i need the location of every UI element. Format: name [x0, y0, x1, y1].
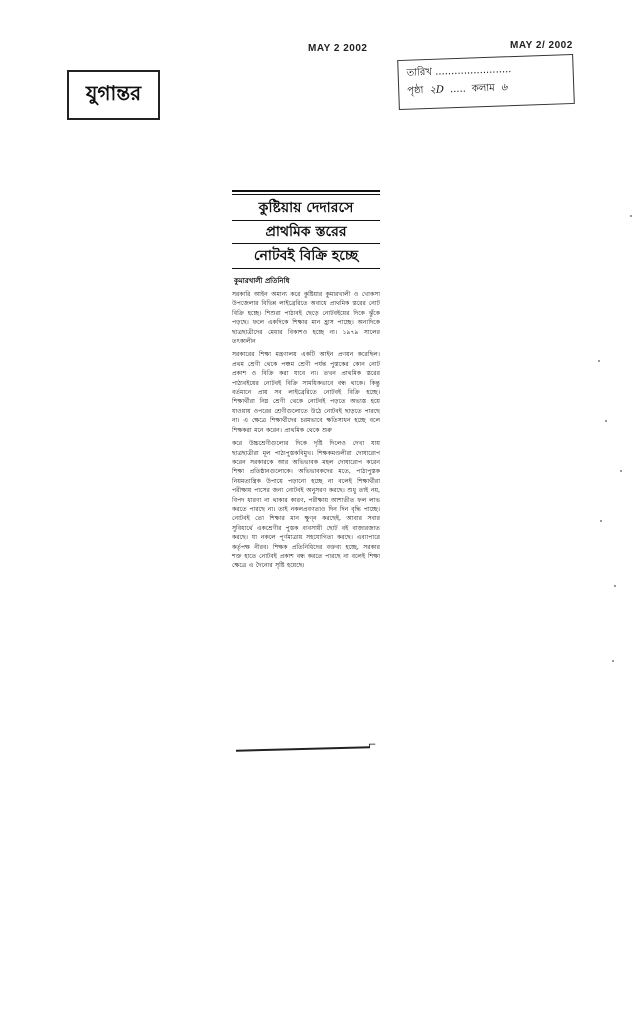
ref-date-label: তারিখ ........................ — [406, 64, 512, 79]
headline-line-3: নোটবই বিক্রি হচ্ছে — [253, 248, 359, 264]
scan-speck — [598, 360, 600, 362]
ref-column-value: ৬ — [500, 82, 508, 94]
ref-page-row: পৃষ্ঠা ২D ..... কলাম ৬ — [407, 77, 566, 101]
article-paragraph-1: সরকারি আইন অমান্য করে কুষ্টিয়ার কুমারখালী ও খোকসা উপজেলার বিভিন্ন লাইব্রেরিতে অবাধে প্রাথমিক স্তরের নোট বিক্রি হচ্ছে। শিশুরা পাঠ্যবই ছেড়ে নোটবইয়ের দিকে ঝুঁকে পড়ছে। ফলে একদিকে শিক্ষার মান হ্রাস পাচ্ছে। অন্যদিকে ছাত্রছাত্রীদের মেধার বিকাশও হচ্ছে না। ১৯৭৯ সালের তৎকালীন — [232, 291, 380, 346]
ref-page-value: ২D — [429, 84, 445, 96]
headline-rule — [232, 268, 380, 269]
news-clipping — [232, 190, 380, 575]
article-headline — [232, 198, 380, 266]
article-byline: কুমারখালী প্রতিনিধি — [234, 277, 290, 285]
newspaper-masthead — [67, 70, 160, 120]
article-end-mark: ⌐ — [368, 740, 377, 751]
article-paragraph-2: সরকারের শিক্ষা মন্ত্রণালয় একটি আইন প্রণয়ন করেছিল। প্রথম শ্রেণী থেকে পঞ্চম শ্রেণী পর্যন্ত পুস্তকের কোন নোট প্রকাশ ও বিক্রি করা যাবে না। তখন প্রাথমিক স্তরের পাঠ্যবইয়ের নোটবই বিক্রি সাময়িকভাবে বন্ধ থাকে। কিন্তু বর্তমানে প্রায় সব লাইব্রেরিতে নোটবই বিক্রি হচ্ছে। শিক্ষার্থীরা নিম্ন শ্রেণী থেকে নোটবই পড়তে অভ্যস্ত হয়ে যাওয়ায় ওপরের শ্রেণীগুলোতে উঠে নোটবই ছাড়তে পারছে না। এ ক্ষেত্রে শিক্ষার্থীদের চরমভাবে ক্ষতিসাধন হচ্ছে বলে শিক্ষকরা মনে করেন। প্রাথমিক থেকে শুরু — [232, 351, 380, 434]
top-rule — [232, 190, 380, 192]
reference-box — [397, 54, 575, 110]
article-paragraph-3: করে উচ্চশ্রেণীগুলোর দিকে দৃষ্টি দিলেও দেখা যায় ছাত্রছাত্রীরা মূল পাঠ্যপুস্তকবিমুখ। শিক্ষকমণ্ডলীরা দোষারোপ করেন সরকারকে আর অভিভাবক মহল দোষারোপ করেন শিক্ষা প্রতিষ্ঠানগুলোকে। অভিভাবকদের মতে, পাঠ্যপুস্তক নিয়মতান্ত্রিক উপায়ে পড়ানো হচ্ছে না বলেই শিক্ষার্থীরা পরীক্ষায় পাসের জন্য নোটবই অনুসরণ করছে। শুধু তাই নয়, বিপদ ধারণা না থাকার কারণ, পরীক্ষায় আশাতীত ফল লাভ করতে পারছে না। তাই নকলপ্রবণতাও দিন দিন বৃদ্ধি পাচ্ছে। নোটবই তো শিক্ষার মান ক্ষুণ্ন করছেই, আবার সবার সুবিধার্থে একশ্রেণীর পুস্তক ব্যবসায়ী ছোট বই বাজারজাত করছে। যা নকলে পূর্ণমাত্রায় সহযোগিতা করছে। এব্যাপারে কর্তৃপক্ষ নীরব। শিক্ষক প্রতিনিধিদের বক্তব্য হচ্ছে, সরকার শক্ত হাতে নোটবই প্রকাশ বন্ধ করতে পারছে না বলেই শিক্ষা ক্ষেত্রে এ দৈন্যের সৃষ্টি হয়েছে। — [232, 440, 380, 570]
scan-speck — [614, 585, 616, 587]
received-date-stamp-right: MAY 2/ 2002 — [510, 40, 573, 51]
ref-column-label: কলাম — [471, 82, 495, 95]
masthead-name: যুগান্তর — [85, 80, 142, 105]
scan-speck — [630, 215, 632, 217]
top-rule-thin — [232, 194, 380, 195]
scan-speck — [612, 660, 614, 662]
scan-speck — [605, 420, 607, 422]
received-date-stamp-left: MAY 2 2002 — [308, 43, 368, 54]
article-end-rule — [236, 746, 370, 752]
scan-speck — [600, 520, 602, 522]
ref-page-label: পৃষ্ঠা — [407, 85, 424, 97]
headline-line-1: কুষ্টিয়ায় দেদারসে — [258, 200, 354, 216]
scan-speck — [620, 470, 622, 472]
headline-line-2: প্রাথমিক স্তরের — [232, 220, 380, 244]
